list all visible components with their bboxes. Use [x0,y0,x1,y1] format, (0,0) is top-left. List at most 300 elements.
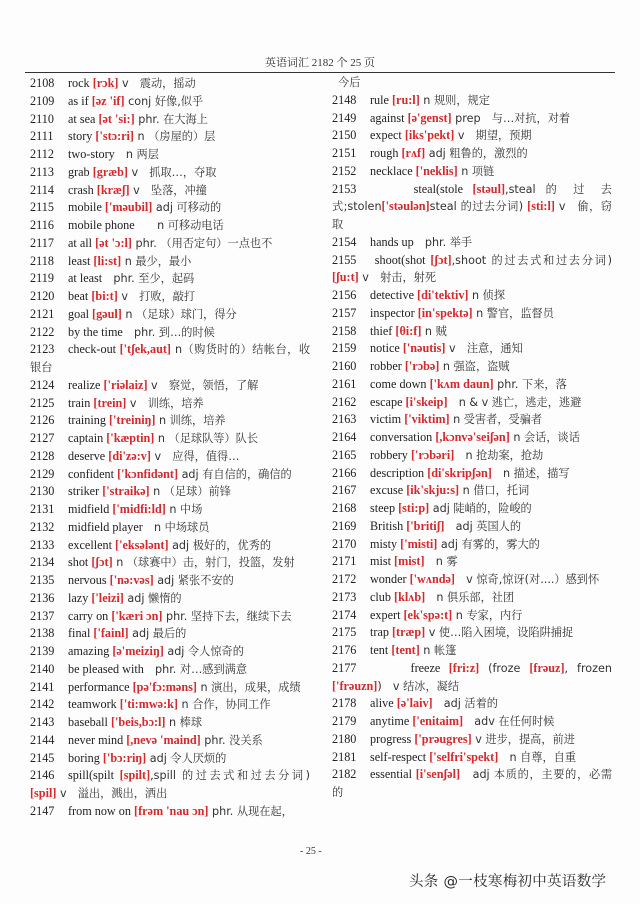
entry-number: 2130 [30,484,55,499]
entry-word: boring [68,750,100,765]
entry-phonetic: [græb] [92,164,128,179]
entry-number: 2161 [332,376,357,391]
entry-phonetic: ['straikə] [102,484,150,499]
entry-word: alive [370,696,394,711]
entry-definition: , frozen [564,661,612,675]
entry-word: goal [68,306,89,321]
entry-word: inspector [370,305,415,320]
continuation-text: 今后 [338,76,361,89]
entry-definition: adj 陡峭的，险峻的 [429,502,532,515]
entry-number: 2179 [332,714,357,728]
vocab-entry [332,181,612,234]
entry-definition: n 强盗，盗贼 [439,360,510,373]
entry-word: essential [370,767,412,782]
entry-number: 2134 [30,555,55,570]
entry-phonetic: ['fainl] [93,626,129,641]
vocab-entry [30,128,310,146]
entry-word: rough [370,146,399,160]
entry-word: robber [370,359,402,373]
entry-word: train [68,395,91,410]
entry-word: carry on [68,608,109,623]
entry-definition: n 棒球 [165,716,203,729]
entry-number: 2163 [332,412,357,427]
entry-number: 2147 [30,803,55,818]
entry-word: by the time [68,324,123,339]
entry-phonetic: [gəul] [92,306,122,321]
right-column [332,75,612,802]
page-number: - 25 - [300,846,322,857]
entry-word: performance [68,679,130,694]
entry-word: expert [370,607,401,622]
entry-definition: adj 懒惰的 [123,591,182,605]
entry-phonetic: ['britiʃ] [406,518,445,533]
vocab-entry [332,163,612,181]
entry-phonetic: ['leizi] [91,590,124,605]
entry-word: at all [68,235,93,250]
entry-phonetic: ['tʃek,aut] [119,342,171,357]
entry-phonetic: [ət 'si:] [98,111,135,126]
entry-phonetic: ['ti:mwə:k] [119,697,178,712]
vocab-entry [332,607,612,625]
entry-phonetic: ['enitaim] [412,714,464,728]
vocab-entry [332,713,612,731]
vocab-entry [332,766,612,802]
entry-definition: n （足球队等）队长 [154,432,259,445]
entry-definition: n 受害者，受骗者 [449,413,543,427]
entry-phonetic: [ru:l] [392,92,420,107]
entry-phonetic: [træp] [392,625,426,640]
entry-word: beat [68,289,89,303]
entry-definition: v 应得，值得… [150,449,240,463]
entry-phonetic: [ik'skju:s] [406,483,460,498]
entry-phonetic: ['bɔ:riŋ] [102,750,147,765]
entry-phonetic: [rʌf] [401,146,426,160]
entry-word: two-story [68,147,115,161]
vocab-entry [332,92,612,110]
entry-number: 2175 [332,625,357,640]
entry-word: tent [370,643,389,657]
vocab-entry [332,536,612,554]
entry-definition: n 中场 [165,503,203,516]
entry-word: victim [370,412,402,427]
entry-definition: ) v 结冰，凝结 [377,679,460,693]
vocab-entry [30,164,310,182]
entry-word: expect [370,128,402,143]
entry-definition: adj 令人厌烦的 [146,751,227,765]
entry-word: striker [68,484,100,499]
entry-definition: v 偷，窃取 [332,200,612,231]
entry-phonetic: ['stəulən] [381,199,430,214]
entry-number: 2124 [30,377,55,392]
entry-number: 2148 [332,92,357,107]
entry-number: 2109 [30,93,55,108]
entry-definition: ,shoot 的过去式和过去分词) [451,253,612,267]
entry-definition: v 抓取…，夺取 [127,165,217,179]
vocab-entry [30,412,310,430]
vocab-entry [332,695,612,713]
entry-definition: phr. 从现在起， [208,804,293,818]
vocab-entry [30,643,310,661]
vocab-entry [332,624,612,642]
entry-phonetic: [θi:f] [395,323,422,338]
vocab-entry [332,642,612,660]
vocab-entry [30,803,310,821]
entry-phonetic: ['midfi:ld] [112,502,166,516]
entry-definition: adj 极好的，优秀的 [168,538,272,552]
vocab-entry [30,590,310,608]
entry-number: 2127 [30,431,55,445]
entry-number: 2143 [30,715,55,729]
entry-definition: n 借口，托词 [459,484,530,498]
entry-number: 2162 [332,394,357,409]
entry-definition: adj 可移动的 [152,201,222,215]
entry-definition: adv 在任何时候 [463,715,555,728]
entry-definition: v 震动，摇动 [118,77,196,90]
vocab-entry [30,253,310,271]
entry-phonetic: [spil] [30,786,57,800]
entry-number: 2117 [30,235,54,250]
entry-word: never mind [68,732,124,747]
entry-word: be pleased with [68,661,144,676]
entry-word: misty [370,536,398,551]
entry-phonetic: [i'senʃəl] [415,767,461,782]
entry-definition: v 溢出，溅出，洒出 [56,787,168,800]
entry-phonetic: [tent] [391,643,420,657]
entry-word: confident [68,466,115,481]
entry-definition: v 射击，射死 [358,271,437,285]
entry-number: 2118 [30,253,54,268]
page-header: 英语词汇 2182 个 25 页 [265,57,375,69]
entry-definition: phr. 举手 [413,235,473,249]
entry-phonetic: [ət 'ɔ:l] [95,235,132,250]
entry-definition: n （球赛中）击，射门，投篮，发射 [112,556,295,570]
entry-word: escape [370,394,403,409]
vocab-entry [332,749,612,767]
entry-definition: adj 有自信的，确信的 [178,467,292,481]
vocab-entry [30,466,310,484]
entry-definition: n 俱乐部，社团 [425,590,515,604]
entry-word: hands up [370,234,414,249]
entry-definition: phr. （用否定句）一点也不 [131,236,273,250]
entry-phonetic: [sti:p] [398,501,430,515]
entry-phonetic: [ʃu:t] [332,270,359,285]
entry-phonetic: ['nə:vəs] [109,573,154,587]
vocab-entry [30,341,310,377]
entry-word: grab [68,164,90,179]
entry-number: 2136 [30,590,55,605]
entry-word: come down [370,376,427,391]
entry-number: 2158 [332,323,357,338]
entry-number: 2159 [332,341,357,356]
entry-word: self-respect [370,749,427,764]
entry-number: 2138 [30,626,55,641]
entry-word: rule [370,92,389,107]
entry-number: 2182 [332,767,357,782]
entry-definition: phr. 在大海上 [134,112,208,126]
vocab-entry [30,288,310,306]
entry-phonetic: [ə'genst] [407,110,452,125]
entry-definition: n 贼 [421,324,447,338]
entry-word: story [68,129,93,144]
entry-phonetic: ['treiniŋ] [108,413,156,428]
vocab-entry [30,714,310,732]
entry-definition: adj 令人惊奇的 [163,645,244,658]
vocab-entry [30,111,310,129]
entry-number: 2155 [332,252,357,267]
entry-definition: n 合作，协同工作 [178,698,271,712]
vocab-entry [30,146,310,164]
entry-definition: n（购货时的）结帐台，收银台 [30,343,311,374]
vocab-entry [30,572,310,590]
vocab-entry [332,482,612,500]
entry-phonetic: ['selfri'spekt] [429,749,499,764]
vocab-entry [30,608,310,626]
entry-definition: v 进步，提高，前进 [471,732,575,746]
entry-word: at least [68,271,103,286]
entry-phonetic: [ə'meiziŋ] [112,644,164,658]
entry-phonetic: [bi:t] [91,289,118,303]
entry-phonetic: ['beis,bɔ:l] [110,715,166,729]
entry-number: 2141 [30,679,55,694]
entry-word: against [370,110,405,125]
entry-word: shot [68,555,89,570]
vocab-entry [30,377,310,395]
entry-word: club [370,589,391,604]
entry-definition: n 可移动电话 [134,219,224,232]
entry-number: 2177 [332,660,357,675]
entry-number: 2145 [30,750,55,765]
entry-word: lazy [68,590,89,605]
entry-number: 2174 [332,607,357,622]
entry-word: check-out [68,342,117,357]
entry-word: anytime [370,714,410,728]
entry-definition: phr. 到…的时候 [122,325,215,339]
entry-definition: n 自尊，自重 [498,750,577,764]
vocab-entry [30,732,310,750]
entry-number: 2152 [332,163,357,178]
entry-number: 2126 [30,413,55,428]
entry-phonetic: [di'skripʃən] [427,465,492,480]
entry-definition: n 会话，谈话 [509,431,580,444]
vocab-entry [30,750,310,768]
vocab-entry [332,394,612,412]
entry-number: 2110 [30,111,54,126]
entry-word: description [370,465,425,480]
entry-phonetic: ['rɔbə] [404,359,440,373]
entry-phonetic: ['eksələnt] [115,537,169,552]
entry-word: mist [370,554,391,569]
entry-number: 2137 [30,608,55,623]
entry-number: 2119 [30,271,54,286]
entry-word: mobile phone [68,218,135,232]
entry-number: 2123 [30,342,55,357]
entry-word: detective [370,288,414,302]
vocab-entry [30,75,310,93]
entry-definition: v 打败，敲打 [117,290,196,303]
entry-phonetic: ['riəlaiz] [103,377,148,392]
entry-number: 2133 [30,537,55,552]
entry-word: training [68,413,106,428]
entry-definition: prep 与…对抗，对着 [451,111,571,125]
entry-phonetic: ['kæri ɔn] [111,608,163,623]
vocab-entry [332,447,612,465]
vocab-entry [30,501,310,519]
entry-number: 2131 [30,502,55,516]
entry-definition: n 最少，最小 [121,254,192,268]
entry-number: 2128 [30,448,55,463]
entry-phonetic: ['frəuzn] [332,678,378,693]
entry-word: crash [68,182,94,197]
entry-word: notice [370,341,400,356]
entry-word: necklace [370,163,413,178]
entry-word: spill(spilt [68,768,115,783]
entry-definition: n & v 逃亡，逃走，逃避 [447,395,582,409]
entry-word: captain [68,431,104,445]
entry-number: 2160 [332,359,357,373]
vocab-entry [332,145,612,163]
vocab-entry [332,252,612,288]
vocab-entry [332,465,612,483]
entry-phonetic: ['kɔnfidənt] [117,466,179,481]
entry-definition: n 演出，成果，成绩 [196,680,301,694]
entry-word: at sea [68,111,96,126]
entry-word: freeze [370,660,441,675]
entry-word: British [370,518,404,533]
entry-definition: phr. 下来，落 [493,377,567,391]
entry-phonetic: [əz 'if] [91,93,125,108]
entry-phonetic: [ʃɔt] [430,252,452,267]
entry-phonetic: [spilt] [119,768,151,783]
entry-number: 2165 [332,447,357,462]
entry-definition: n 项链 [457,164,495,178]
entry-definition: adj 粗鲁的，激烈的 [425,147,528,160]
vocab-entry [30,235,310,253]
entry-number: 2178 [332,696,357,711]
entry-word: midfield [68,502,110,516]
vocab-entry [332,660,612,696]
entry-number: 2121 [30,306,55,321]
vocab-entry [30,661,310,679]
vocab-entry [30,696,310,714]
vocab-entry [30,448,310,466]
entry-definition: conj 好像,似乎 [124,94,204,108]
vocab-entry [332,234,612,252]
vocab-entry [30,483,310,501]
entry-definition: n 帐篷 [419,644,457,657]
entry-number: 2146 [30,768,55,783]
entry-definition: n 雾 [424,555,458,569]
entry-word: from now on [68,803,131,818]
entry-definition: adj 活着的 [432,697,498,711]
entry-number: 2173 [332,589,357,604]
entry-number: 2108 [30,76,55,90]
vocab-entry [30,625,310,643]
entry-word: steep [370,501,396,515]
entry-number: 2142 [30,697,55,712]
entry-number: 2176 [332,643,357,657]
entry-definition: adj 紧张不安的 [153,574,234,587]
entry-definition: v 惊奇,惊讶(对....）感到怀 [454,573,600,586]
entry-number: 2132 [30,519,55,534]
entry-definition: n （足球）球门，得分 [121,307,237,321]
entry-definition: v 注意，通知 [445,342,523,356]
vocab-entry [332,589,612,607]
entry-number: 2181 [332,749,357,764]
entry-word: deserve [68,448,106,463]
entry-phonetic: [ə'laiv] [396,696,433,711]
entry-number: 2153 [332,181,357,196]
entry-phonetic: ['viktim] [404,412,450,427]
entry-definition: n 训练，培养 [155,414,226,428]
entry-number: 2171 [332,554,357,569]
entry-definition: n 规则，规定 [419,93,490,107]
vocab-entry [30,395,310,413]
entry-number: 2151 [332,146,357,160]
entry-definition: n 两层 [114,148,159,161]
vocab-entry [332,305,612,323]
header-divider [25,72,615,73]
entry-number: 2111 [30,129,54,144]
entry-phonetic: [,nevə 'maind] [126,732,201,747]
entry-phonetic: ['stɔ:ri] [95,129,134,144]
entry-phonetic: ['wʌndə] [409,572,455,586]
entry-phonetic: [,kɔnvə'seiʃən] [435,430,510,444]
entry-phonetic: ['prəugres] [414,731,472,746]
entry-phonetic: [i'skeip] [405,394,448,409]
vocab-entry [30,199,310,217]
vocab-entry [30,217,310,235]
entry-word: excellent [68,537,112,552]
entry-definition: v 使…陷入困境，设陷阱捕捉 [425,626,574,640]
entry-number: 2164 [332,430,357,444]
entry-number: 2172 [332,572,357,586]
entry-number: 2115 [30,200,54,215]
entry-definition: n （房屋的）层 [134,130,216,144]
entry-number: 2156 [332,288,357,302]
entry-word: realize [68,377,101,392]
entry-word: nervous [68,573,107,587]
vocab-entry [332,553,612,571]
entry-word: midfield player [68,519,143,534]
vocab-entry [30,324,310,342]
entry-phonetic: [pə'fɔ:məns] [132,679,197,694]
entry-word: thief [370,323,393,338]
entry-definition: v 察觉，领悟，了解 [147,378,259,392]
entry-definition: phr. 坚持下去，继续下去 [162,609,292,623]
vocab-entry [30,182,310,200]
entry-definition: n 中场球员 [142,520,210,534]
entry-phonetic: [in'spektə] [417,305,473,320]
vocab-entry [30,93,310,111]
vocab-entry [30,554,310,572]
entry-phonetic: [trein] [93,395,127,410]
entry-definition: n （足球）前锋 [149,485,231,499]
entry-phonetic: [frəm 'nau ɔn] [134,803,209,818]
entry-word: rock [68,76,90,90]
entry-phonetic: ['kʌm daun] [429,376,494,391]
entry-definition: (froze [479,661,530,675]
entry-number: 2150 [332,128,357,143]
entry-number: 2129 [30,466,55,481]
entry-phonetic: ['nəutis] [402,341,446,356]
entry-number: 2166 [332,465,357,480]
entry-number: 2157 [332,305,357,320]
entry-number: 2180 [332,731,357,746]
entry-phonetic: ['misti] [400,536,438,551]
entry-phonetic: [stəul] [472,181,506,196]
entry-phonetic: [ek'spə:t] [403,607,453,622]
entry-word: steal(stole [370,181,464,196]
